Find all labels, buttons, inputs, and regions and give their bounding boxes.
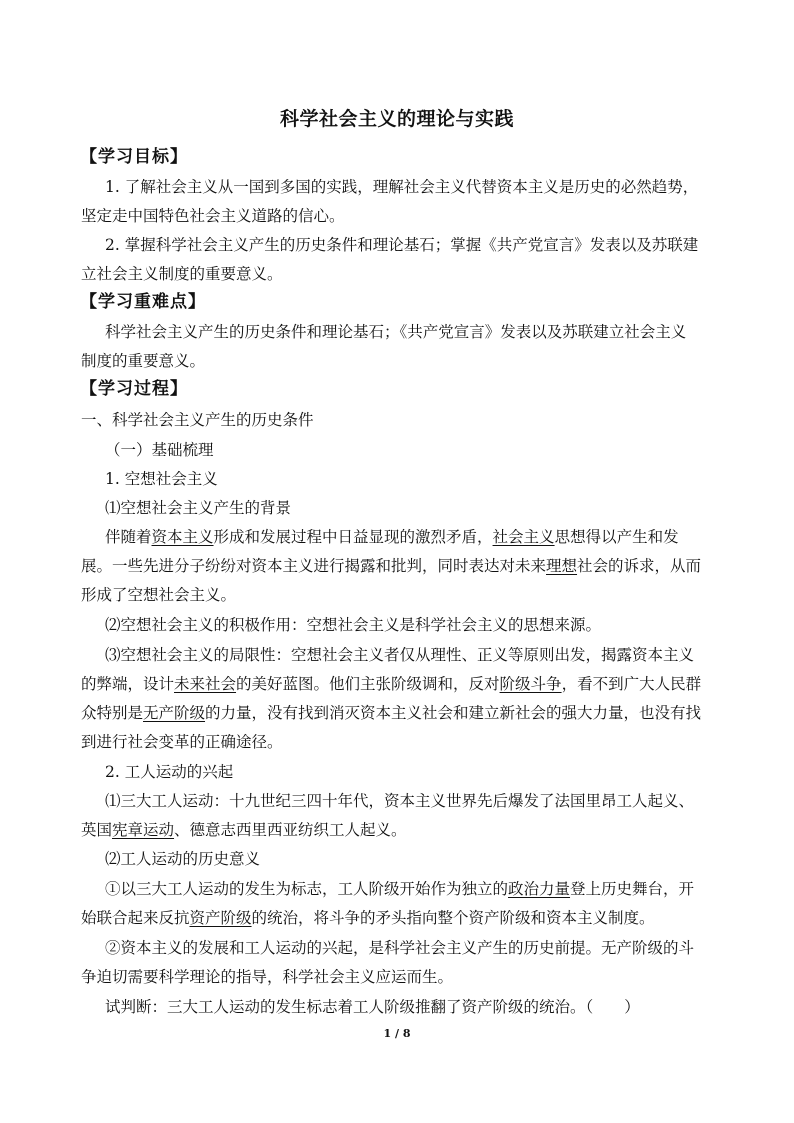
significance-2-line-1: ②资本主义的发展和工人运动的兴起，是科学社会主义产生的历史前提。无产阶级的斗: [105, 939, 695, 957]
section-heading-goals: 【学习目标】: [80, 147, 188, 167]
text-run: 的力量，没有找到消灭资本主义社会和建立新社会的强大力量，也没有找: [205, 704, 702, 722]
significance-1-line-2: [81, 904, 721, 933]
text-run: 的美好蓝图。他们主张阶级调和，反对: [236, 675, 500, 693]
part-1-heading: 一、科学社会主义产生的历史条件: [81, 411, 314, 429]
text-run: 的弊端，设计: [81, 675, 175, 693]
underlined-term: 未来社会: [174, 675, 237, 693]
text-run: 思想得以产生和发: [554, 528, 679, 546]
underlined-term: 社会主义: [492, 528, 555, 546]
item-1-2: ⑵空想社会主义的积极作用：空想社会主义是科学社会主义的思想来源。: [105, 616, 602, 634]
text-run: 众特别是: [81, 704, 144, 722]
page-number: 1 / 8: [383, 1027, 411, 1040]
text-run: 伴随着: [105, 528, 152, 546]
text-run: 的统治，将斗争的矛头指向整个资产阶级和资本主义制度。: [251, 909, 655, 927]
item-1-1-heading: ⑴空想社会主义产生的背景: [105, 499, 292, 517]
item-1-3-line-3: [81, 699, 721, 728]
underlined-term: 资本主义: [151, 528, 214, 546]
text-run: ，看不到广大人民群: [561, 675, 702, 693]
key-points-line-2: 制度的重要意义。: [81, 352, 206, 370]
text-run: 形成和发展过程中日益显现的激烈矛盾，: [213, 528, 493, 546]
text-run: 展。一些先进分子纷纷对资本主义进行揭露和批判，同时表达对未来: [81, 557, 547, 575]
item-1-3-line-4: 到进行社会变革的正确途径。: [81, 733, 283, 751]
goal-1-line-1: 1. 了解社会主义从一国到多国的实践，理解社会主义代替资本主义是历史的必然趋势，: [105, 178, 699, 196]
significance-2-line-2: 争迫切需要科学理论的指导，科学社会主义应运而生。: [81, 968, 454, 986]
item-1-3-line-1: ⑶空想社会主义的局限性：空想社会主义者仅从理性、正义等原则出发，揭露资本主义: [105, 646, 695, 664]
paragraph-background-line-1: [105, 523, 721, 552]
paragraph-background-line-2: [81, 552, 721, 581]
key-points-line-1: 科学社会主义产生的历史条件和理论基石；《共产党宣言》发表以及苏联建立社会主义: [105, 323, 687, 341]
item-2-2-heading: ⑵工人运动的历史意义: [105, 850, 261, 868]
item-1-3-line-2: [81, 670, 721, 699]
significance-1-line-1: [105, 875, 721, 904]
underlined-term: 理想: [546, 557, 578, 575]
text-run: 登上历史舞台，开: [570, 880, 695, 898]
subsection-heading: （一）基础梳理: [105, 441, 214, 459]
goal-1-line-2: 坚定走中国特色社会主义道路的信心。: [81, 207, 345, 225]
section-heading-process: 【学习过程】: [80, 379, 188, 399]
underlined-term: 政治力量: [508, 880, 571, 898]
goal-2-line-2: 立社会主义制度的重要意义。: [81, 265, 283, 283]
judgement-question: 试判断：三大工人运动的发生标志着工人阶级推翻了资产阶级的统治。（ ）: [105, 998, 640, 1016]
section-heading-key-points: 【学习重难点】: [80, 292, 206, 312]
goal-2-line-1: 2. 掌握科学社会主义产生的历史条件和理论基石；掌握《共产党宣言》发表以及苏联建: [105, 236, 699, 254]
paragraph-background-line-3: 形成了空想社会主义。: [81, 586, 237, 604]
item-2-1-line-2: [81, 816, 721, 845]
document-title: 科学社会主义的理论与实践: [279, 108, 514, 130]
underlined-term: 宪章运动: [112, 821, 175, 839]
underlined-term: 阶级斗争: [499, 675, 562, 693]
text-run: 始联合起来反抗: [81, 909, 190, 927]
item-1-heading: 1. 空想社会主义: [105, 470, 218, 488]
item-2-heading: 2. 工人运动的兴起: [105, 763, 234, 781]
text-run: 、德意志西里西亚纺织工人起义。: [174, 821, 407, 839]
underlined-term: 资产阶级: [189, 909, 252, 927]
text-run: ①以三大工人运动的发生为标志，工人阶级开始作为独立的: [105, 880, 509, 898]
underlined-term: 无产阶级: [143, 704, 206, 722]
item-2-1-line-1: ⑴三大工人运动：十九世纪三四十年代，资本主义世界先后爆发了法国里昂工人起义、: [105, 792, 695, 810]
text-run: 英国: [81, 821, 113, 839]
text-run: 社会的诉求，从而: [577, 557, 702, 575]
